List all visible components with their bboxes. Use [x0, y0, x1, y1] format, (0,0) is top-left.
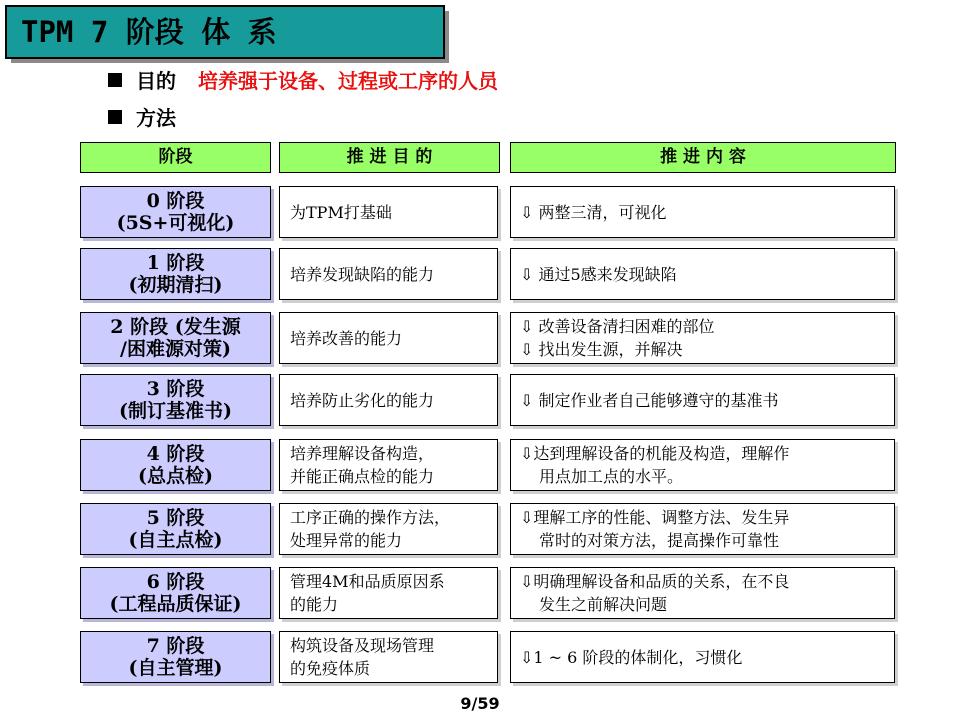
purpose-cell — [279, 248, 498, 300]
header-content: 推 进 内 容 — [510, 142, 896, 173]
content-line: ⇩1 ~ 6 阶段的体制化，习惯化 — [520, 647, 743, 667]
stage-cell — [80, 439, 271, 491]
stage-name: /困难源对策) — [120, 338, 231, 360]
purpose-line: 并能正确点检的能力 — [290, 467, 435, 486]
stage-number: 1 阶段 — [146, 252, 205, 274]
page-title: TPM 7 阶段 体 系 — [21, 15, 277, 49]
stage-number: 0 阶段 — [146, 190, 205, 212]
purpose-line: 构筑设备及现场管理 — [290, 636, 435, 655]
purpose-line: 培养防止劣化的能力 — [290, 390, 435, 410]
stage-cell — [80, 248, 271, 300]
purpose-line: 管理4M和品质原因系 — [290, 572, 445, 591]
content-line: 发生之前解决问题 — [539, 595, 668, 614]
content-line: ⇩ 通过5感来发现缺陷 — [520, 264, 677, 284]
header-purpose: 推 进 目 的 — [279, 142, 500, 173]
method-label: 方法 — [136, 106, 176, 130]
purpose-text: 培养强于设备、过程或工序的人员 — [198, 69, 498, 93]
purpose-line: 培养发现缺陷的能力 — [290, 264, 435, 284]
stage-number: 5 阶段 — [146, 507, 205, 529]
stage-number: 7 阶段 — [146, 635, 205, 657]
purpose-cell — [279, 503, 498, 555]
content-line: ⇩理解工序的性能、调整方法、发生异 — [520, 508, 790, 527]
stage-name: (工程品质保证) — [109, 593, 242, 615]
purpose-line: 工序正确的操作方法， — [290, 508, 451, 527]
stage-number: 2 阶段 (发生源 — [110, 316, 241, 338]
purpose-cell — [279, 312, 498, 364]
content-cell — [510, 631, 895, 683]
method-bullet — [108, 103, 176, 133]
stage-number: 3 阶段 — [146, 378, 205, 400]
stage-name: (初期清扫) — [128, 274, 223, 296]
purpose-line: 为TPM打基础 — [290, 202, 392, 222]
content-cell — [510, 439, 895, 491]
title-box — [5, 5, 445, 59]
square-bullet-icon — [108, 73, 122, 87]
stage-cell — [80, 374, 271, 426]
stage-number: 4 阶段 — [146, 443, 205, 465]
purpose-line: 处理异常的能力 — [290, 531, 403, 550]
content-cell — [510, 186, 895, 238]
content-cell — [510, 567, 895, 619]
purpose-cell — [279, 439, 498, 491]
stage-cell — [80, 503, 271, 555]
content-line: ⇩ 找出发生源，并解决 — [520, 340, 683, 359]
stage-name: (自主点检) — [128, 529, 223, 551]
purpose-line: 培养改善的能力 — [290, 328, 403, 348]
purpose-bullet — [108, 66, 498, 96]
content-cell — [510, 248, 895, 300]
content-line: ⇩ 改善设备清扫困难的部位 — [520, 317, 715, 336]
content-line: ⇩ 制定作业者自己能够遵守的基准书 — [520, 390, 779, 410]
purpose-label: 目的 — [136, 69, 176, 93]
stage-cell — [80, 567, 271, 619]
content-line: ⇩明确理解设备和品质的关系，在不良 — [520, 572, 790, 591]
content-line: ⇩ 两整三清，可视化 — [520, 202, 667, 222]
content-line: 用点加工点的水平。 — [539, 467, 684, 486]
purpose-line: 培养理解设备构造， — [290, 444, 435, 463]
purpose-cell — [279, 186, 498, 238]
page-number: 9/59 — [460, 694, 500, 713]
square-bullet-icon — [108, 110, 122, 124]
content-line: 常时的对策方法，提高操作可靠性 — [539, 531, 780, 550]
purpose-cell — [279, 631, 498, 683]
content-cell — [510, 374, 895, 426]
stage-number: 6 阶段 — [146, 571, 205, 593]
stage-name: (5S+可视化) — [116, 212, 235, 234]
stage-cell — [80, 312, 271, 364]
stage-name: (总点检) — [138, 465, 213, 487]
header-stage: 阶段 — [80, 142, 271, 173]
content-cell — [510, 503, 895, 555]
purpose-cell — [279, 567, 498, 619]
purpose-line: 的免疫体质 — [290, 659, 371, 678]
purpose-cell — [279, 374, 498, 426]
stage-cell — [80, 186, 271, 238]
content-cell — [510, 312, 895, 364]
purpose-line: 的能力 — [290, 595, 339, 614]
stage-name: (自主管理) — [128, 657, 223, 679]
stage-name: (制订基准书) — [119, 400, 232, 422]
stage-cell — [80, 631, 271, 683]
content-line: ⇩达到理解设备的机能及构造，理解作 — [520, 444, 790, 463]
